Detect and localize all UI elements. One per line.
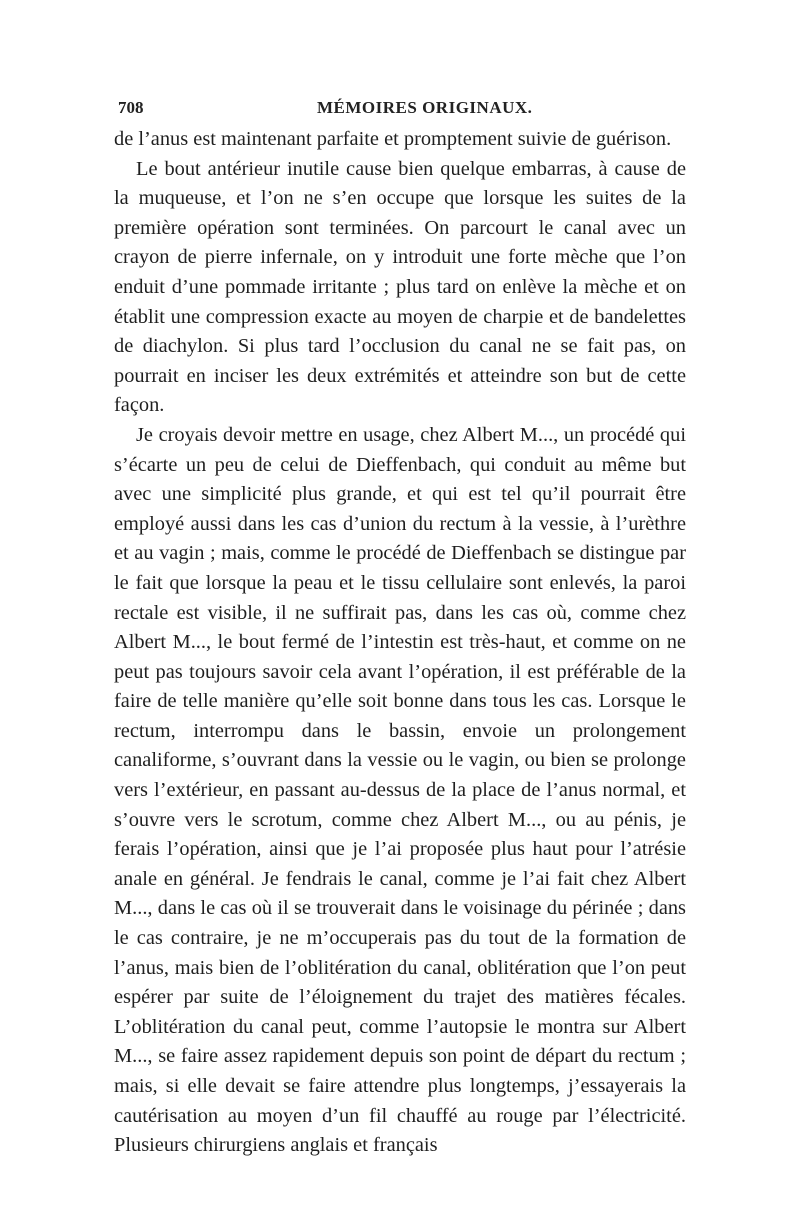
paragraph: Je croyais devoir mettre en usage, chez Albert M..., un procédé qui s’écarte un peu de celui de Dieffenbach, qui conduit au même but avec une simplicité plus grande, et qui est tel qu’il pourrait être employé aussi dans les cas d’union du rectum à la vessie, à l’urèthre et au vagin ; mais, comme le procédé de Dieffenbach se distingue par le fait que lorsque la peau et le tissu cellulaire sont enlevés, la paroi rectale est visible, il ne suffirait pas, dans les cas où, comme chez Albert M..., le bout fermé de l’intestin est très-haut, et comme on ne peut pas toujours savoir cela avant l’opération, il est préférable de la faire de telle manière qu’elle soit bonne dans tous les cas. Lorsque le rectum, interrompu dans le bassin, envoie un prolongement canaliforme, s’ouvrant dans la vessie ou le vagin, ou bien se prolonge vers l’extérieur, en passant au-dessus de la place de l’anus normal, et s’ouvre vers le scrotum, comme chez Albert M..., ou au pénis, je ferais l’opération, ainsi que je l’ai proposée plus haut pour l’atrésie anale en général. Je fendrais le canal, comme je l’ai fait chez Albert M..., dans le cas où il se trouverait dans le voisinage du périnée ; dans le cas contraire, je ne m’occuperais pas du tout de la formation de l’anus, mais bien de l’oblitération du canal, oblitération que l’on peut espérer par suite de l’éloignement du trajet des matières fécales. L’oblitération du canal peut, comme l’autopsie le montra sur Albert M..., se faire assez rapidement depuis son point de départ du rectum ; mais, si elle devait se faire attendre plus longtemps, j’essayerais la cautérisation au moyen d’un fil chauffé au rouge par l’électricité. Plusieurs chirurgiens anglais et français: [114, 423, 686, 1157]
paragraph: Le bout antérieur inutile cause bien quelque embarras, à cause de la muqueuse, et l’on ne s’en occupe que lorsque les suites de la première opération sont terminées. On parcourt le canal avec un crayon de pierre infernale, on y introduit une forte mèche que l’on enduit d’une pommade irritante ; plus tard on enlève la mèche et on établit une compression exacte au moyen de charpie et de bandelettes de diachylon. Si plus tard l’occlusion du canal ne se fait pas, on pourrait en inciser les deux extrémités et atteindre son but de cette façon.: [114, 157, 686, 417]
running-title: MÉMOIRES ORIGINAUX.: [317, 98, 533, 117]
paragraph: de l’anus est maintenant parfaite et promptement suivie de guérison.: [114, 128, 672, 150]
page-number: 708: [118, 98, 144, 117]
body-text: [114, 125, 686, 1161]
page-header: [114, 98, 686, 122]
book-page: [114, 98, 686, 1161]
